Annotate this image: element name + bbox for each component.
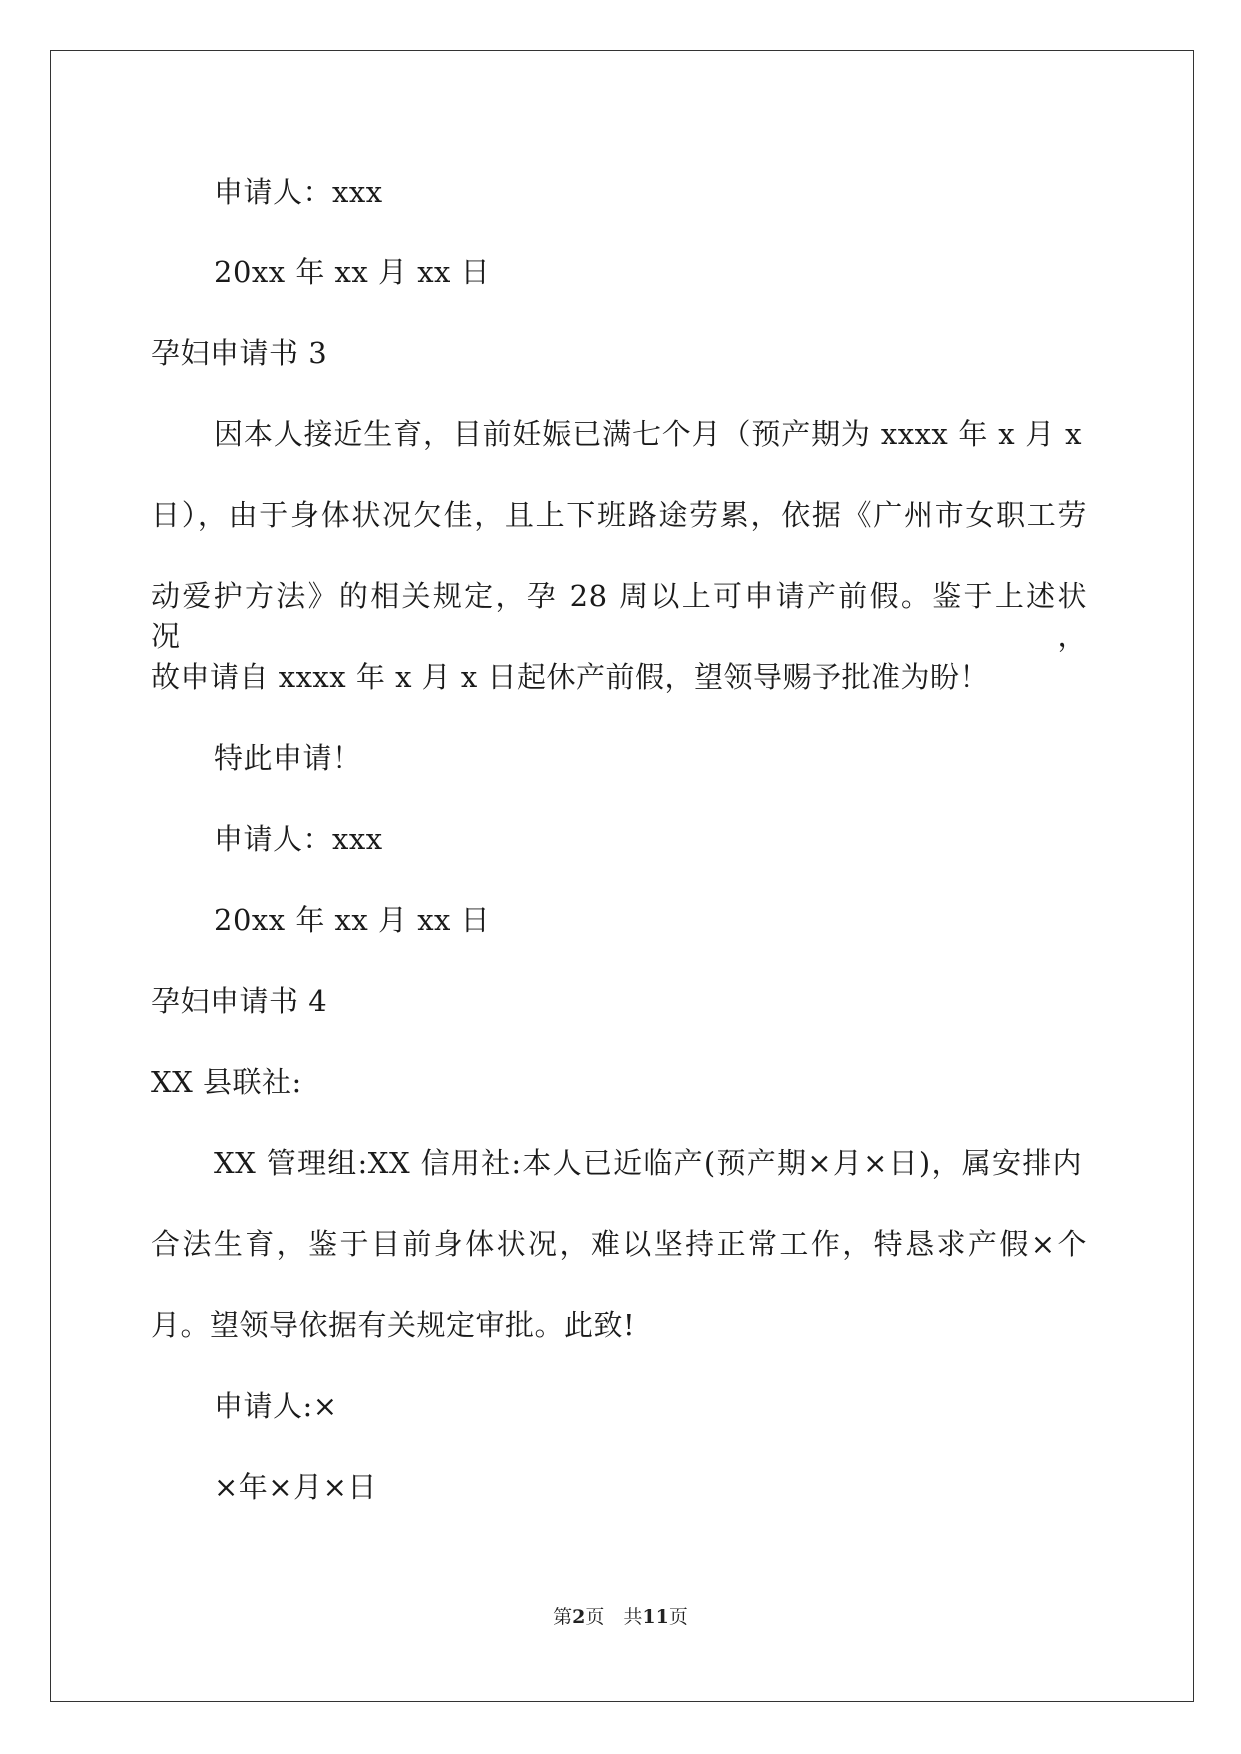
paragraph-4-line-2: 合法生育，鉴于目前身体状况，难以坚持正常工作，特恳求产假×个: [151, 1227, 1087, 1261]
applicant-line-3: 申请人:×: [214, 1389, 338, 1423]
footer-middle: 页 共: [585, 1606, 643, 1628]
date-line-3: ×年×月×日: [214, 1470, 377, 1504]
paragraph-3-line-4: 故申请自 xxxx 年 x 月 x 日起休产前假，望领导赐予批准为盼！: [151, 660, 989, 694]
section-heading-4: 孕妇申请书 4: [151, 984, 328, 1018]
footer-total-pages: 11: [642, 1606, 669, 1628]
paragraph-3-line-1: 因本人接近生育，目前妊娠已满七个月（预产期为 xxxx 年 x 月 x: [214, 417, 1082, 451]
date-line-1: 20xx 年 xx 月 xx 日: [214, 255, 491, 289]
paragraph-4-line-1: XX 管理组:XX 信用社:本人已近临产(预产期×月×日)，属安排内: [214, 1146, 1082, 1180]
paragraph-3-line-2: 日），由于身体状况欠佳，且上下班路途劳累，依据《广州市女职工劳: [151, 498, 1087, 532]
date-line-2: 20xx 年 xx 月 xx 日: [214, 903, 491, 937]
addressee-line: XX 县联社:: [151, 1065, 302, 1099]
closing-line-3: 特此申请！: [214, 741, 362, 775]
page-footer: [0, 1605, 1241, 1629]
section-heading-3: 孕妇申请书 3: [151, 336, 328, 370]
footer-page-number: 2: [572, 1606, 586, 1628]
footer-suffix: 页: [668, 1606, 688, 1628]
applicant-line-1: 申请人：xxx: [214, 175, 383, 209]
footer-prefix: 第: [553, 1606, 573, 1628]
paragraph-4-line-3: 月。望领导依据有关规定审批。此致!: [151, 1308, 636, 1342]
page-border: [50, 50, 1194, 1702]
applicant-line-2: 申请人：xxx: [214, 822, 383, 856]
paragraph-3-line-3: 动爱护方法》的相关规定，孕 28 周以上可申请产前假。鉴于上述状况，: [151, 579, 1087, 653]
